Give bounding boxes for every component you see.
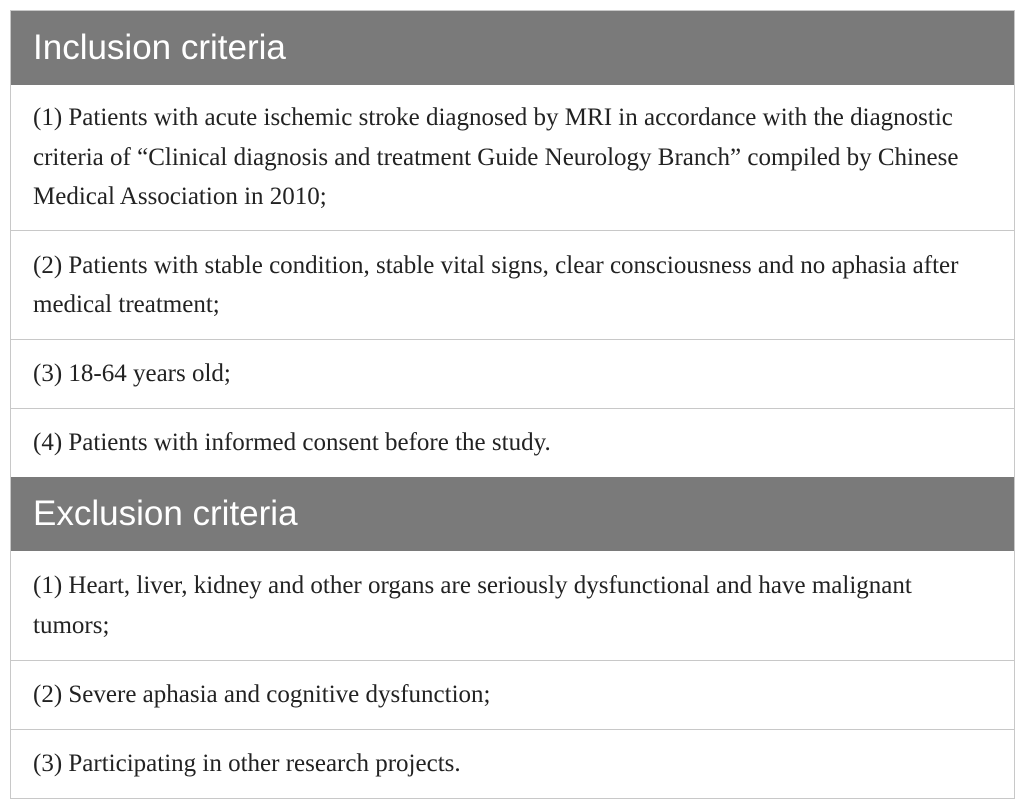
exclusion-criteria-text: (1) Heart, liver, kidney and other organs are seriously dysfunctional and have malignant tumors; xyxy=(33,572,912,639)
criteria-table xyxy=(10,10,1015,799)
exclusion-criteria-row xyxy=(11,729,1014,798)
inclusion-criteria-row xyxy=(11,339,1014,408)
exclusion-criteria-header: Exclusion criteria xyxy=(11,477,1014,551)
inclusion-criteria-text: (2) Patients with stable condition, stable vital signs, clear consciousness and no aphasia after medical treatment; xyxy=(33,251,959,318)
exclusion-criteria-text: (3) Participating in other research projects. xyxy=(33,750,461,778)
exclusion-criteria-text: (2) Severe aphasia and cognitive dysfunction; xyxy=(33,681,491,709)
exclusion-criteria-row xyxy=(11,551,1014,660)
inclusion-criteria-text: (4) Patients with informed consent before the study. xyxy=(33,429,551,457)
inclusion-criteria-text: (3) 18-64 years old; xyxy=(33,360,231,388)
inclusion-criteria-row xyxy=(11,85,1014,230)
inclusion-criteria-text: (1) Patients with acute ischemic stroke diagnosed by MRI in accordance with the diagnostic criteria of “Clinical diagnosis and treatment Guide Neurology Branch” compiled by Chinese Medical Association in 2010; xyxy=(33,104,959,211)
exclusion-criteria-row xyxy=(11,660,1014,729)
inclusion-criteria-header: Inclusion criteria xyxy=(11,11,1014,85)
inclusion-criteria-row xyxy=(11,230,1014,339)
inclusion-criteria-row xyxy=(11,408,1014,477)
